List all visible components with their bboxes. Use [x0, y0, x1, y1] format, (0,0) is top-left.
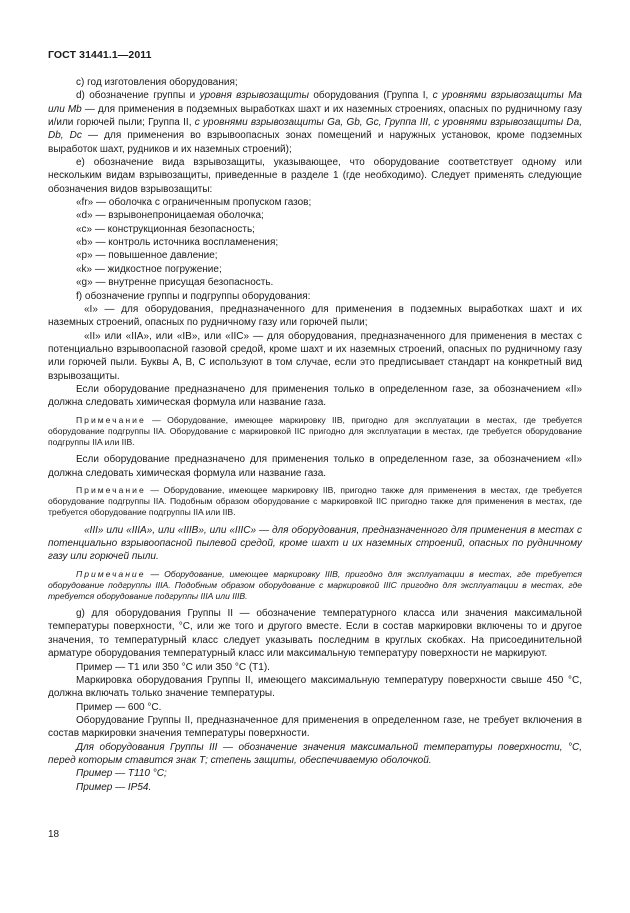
paragraph: «c» — конструкционная безопасность; — [76, 223, 255, 235]
page-number: 18 — [48, 829, 60, 840]
paragraph: «b» — контроль источника воспламенения; — [76, 237, 279, 249]
paragraph: Пример — Т110 °C; — [76, 768, 167, 780]
note-paragraph: Примечание — Оборудование, имеющее маркировку IIB, пригодно для эксплуатации в местах, где требуется оборудование подгруппы IIA. Оборудование с маркировкой IIC пригодно для эксплуатации в местах, где требуется оборудование подгруппы IIA или IIB. — [48, 414, 582, 447]
paragraph: «p» — повышенное давление; — [76, 250, 218, 262]
paragraph: «fr» — оболочка с ограниченным пропуском газов; — [76, 197, 312, 209]
paragraph: Оборудование Группы II, предназначенное для применения в определенном газе, не требует включения в состав маркировки значения температуры поверхности. — [48, 714, 582, 740]
paragraph: «k» — жидкостное погружение; — [76, 263, 222, 275]
paragraph: Пример — IP54. — [76, 781, 152, 793]
paragraph: e) обозначение вида взрывозащиты, указывающее, что оборудование соответствует одному или нескольким видам взрывозащиты, приведенные в разделе 1 (где необходимо). Следует применять следующие обозначения видов взрывозащиты: — [48, 157, 582, 195]
paragraph: Для оборудования Группы III — обозначение значения максимальной температуры поверхности, °C, перед которым ставится знак Т; степень защиты, обеспечиваемую оболочкой. — [48, 741, 582, 766]
paragraph: Маркировка оборудования Группы II, имеющего максимальную температуру поверхности свыше 450 °C, должна включать только значение температуры. — [48, 674, 582, 700]
paragraph: Если оборудование предназначено для применения только в определенном газе, за обозначением «II» должна следовать химическая формула или название газа. — [48, 383, 582, 409]
page-header: ГОСТ 31441.1—2011 — [48, 49, 152, 61]
paragraph: Если оборудование предназначено для применения только в определенном газе, за обозначением «II» должна следовать химическая формула или название газа. — [48, 454, 582, 479]
paragraph: «d» — взрывонепроницаемая оболочка; — [76, 210, 264, 222]
paragraph: f) обозначение группы и подгруппы оборудования: — [76, 290, 311, 302]
paragraph: g) для оборудования Группы II — обозначение температурного класса или значения максимальной температуры поверхности, °C, или же того и другого вместе. Если в состав маркировки включены то и другое значения, то температурный класс следует указывать последним в круглых скобках. На присоединительной арматуре оборудования температурный класс или максимальную температуру поверхности не маркируют. — [48, 608, 582, 660]
note-paragraph: Примечание — Оборудование, имеющее маркировку IIB, пригодно также для применения в местах, где требуется оборудование подгруппы IIA. Подобным образом оборудование с маркировкой IIC пригодно также для применения в местах, где требуется оборудование подгруппы IIA или IIB. — [48, 484, 582, 518]
paragraph: «II» или «IIA», или «IB», или «IIC» — для оборудования, предназначенного для применения в местах с потенциально взрывоопасной газовой средой, кроме шахт и их наземных строений, опасных по рудничному газу или горючей пыли. Буквы А, В, С используют в том случае, если это предписывает стандарт на конкретный вид взрывозащиты. — [48, 330, 582, 382]
document-body — [48, 76, 582, 794]
paragraph: «I» — для оборудования, предназначенного для применения в подземных выработках шахт и их наземных строений, опасных по рудничному газу или горючей пыли; — [48, 303, 582, 329]
paragraph: «g» — внутренне присущая безопасность. — [76, 277, 274, 289]
paragraph: c) год изготовления оборудования; — [76, 77, 238, 88]
paragraph: «III» или «IIIA», или «IIIB», или «IIIC» — для оборудования, предназначенного для применения в местах с потенциально взрывоопасной пылевой средой, кроме шахт и их наземных строений, опасных по рудничному газу или горючей пыли. — [48, 524, 582, 563]
paragraph: d) обозначение группы и уровня взрывозащиты оборудования (Группа I, с уровнями взрывозащиты Ma или Mb — для применения в подземных выработках шахт и их наземных строениях, опасных по рудничному газу и/или горючей пыли; Группа II, с уровнями взрывозащиты Ga, Gb, Gc, Группа III, с уровнями взрывозащиты Da, Db, Dc — для применения во взрывоопасных зонах помещений и наружных установок, кроме подземных выработок шахт, рудников и их наземных строений); — [48, 90, 583, 155]
paragraph: Пример — 600 °C. — [76, 701, 162, 713]
note-paragraph: Примечание — Оборудование, имеющее маркировку IIIB, пригодно для эксплуатации в местах, где требуется оборудование подгруппы IIIA. Подобным образом оборудование с маркировкой IIIC пригодно для эксплуатации в местах, где требуется оборудование подгруппы IIIA или IIIB. — [48, 568, 582, 601]
paragraph: Пример — Т1 или 350 °C или 350 °C (Т1). — [76, 661, 270, 673]
